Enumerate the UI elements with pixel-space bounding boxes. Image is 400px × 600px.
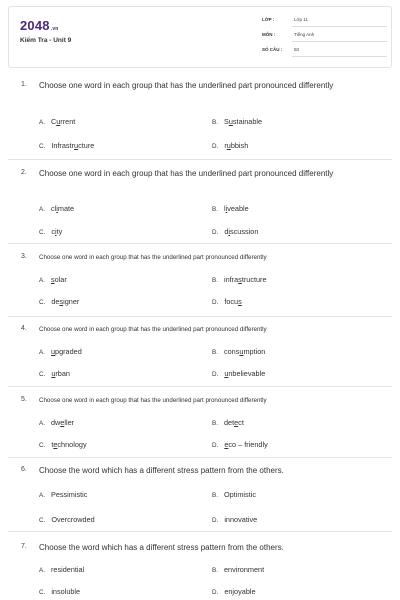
- option-text: environment: [223, 565, 265, 574]
- option-underlined-part: i: [56, 204, 58, 213]
- option-letter: A.: [39, 492, 45, 499]
- option-text-rest: mate: [57, 204, 75, 213]
- option-letter: B.: [212, 119, 218, 126]
- answer-option[interactable]: [212, 275, 267, 284]
- answer-option[interactable]: [212, 440, 268, 449]
- option-text-rest: chnology: [57, 440, 87, 449]
- option-letter: B.: [212, 492, 218, 499]
- answer-option[interactable]: [212, 204, 249, 213]
- option-text: focu: [224, 297, 239, 306]
- option-letter: B.: [212, 349, 218, 356]
- option-text-rest: bbish: [230, 141, 249, 150]
- logo-suffix-text: .vn: [50, 26, 59, 32]
- meta-count-underline: [292, 56, 387, 57]
- question-divider: [8, 243, 392, 244]
- option-underlined-part: u: [74, 141, 79, 150]
- answer-option[interactable]: [212, 297, 242, 306]
- option-letter: B.: [212, 277, 218, 284]
- question-text: Choose one word in each group that has the underlined part pronounced differently: [39, 254, 267, 261]
- option-underlined-part: u: [51, 369, 56, 378]
- answer-option[interactable]: [39, 587, 80, 596]
- option-text-rest: nbelievable: [228, 369, 266, 378]
- option-text: infra: [223, 275, 239, 284]
- option-text: r: [224, 141, 227, 150]
- option-text: de: [51, 297, 60, 306]
- option-text-rest: scussion: [230, 227, 259, 236]
- answer-option[interactable]: [212, 117, 262, 126]
- option-underlined-part: s: [238, 275, 242, 284]
- option-letter: C.: [39, 589, 46, 596]
- option-text: cons: [223, 347, 240, 356]
- option-underlined-part: u: [228, 117, 233, 126]
- option-letter: C.: [39, 442, 46, 449]
- option-text: Pessimistic: [50, 490, 88, 499]
- option-letter: C.: [39, 371, 46, 378]
- exam-header: [8, 6, 392, 68]
- option-underlined-part: u: [224, 369, 229, 378]
- question-number: 2.: [21, 169, 27, 176]
- answer-option[interactable]: [212, 418, 244, 427]
- option-letter: A.: [39, 277, 45, 284]
- option-text-rest: rban: [55, 369, 70, 378]
- question-number: 7.: [21, 543, 27, 550]
- option-text-rest: veable: [227, 204, 249, 213]
- option-underlined-part: s: [59, 297, 64, 306]
- meta-class: [262, 17, 387, 27]
- answer-option[interactable]: [39, 275, 67, 284]
- option-text-rest: mption: [243, 347, 266, 356]
- meta-subject-value: Tiếng Anh: [294, 32, 315, 37]
- answer-option[interactable]: [39, 418, 74, 427]
- option-underlined-part: e: [234, 418, 239, 427]
- option-letter: C.: [39, 299, 46, 306]
- meta-count-label: SỐ CÂU :: [262, 47, 283, 52]
- answer-option[interactable]: [39, 117, 75, 126]
- answer-option[interactable]: [39, 227, 62, 236]
- question-divider: [8, 159, 392, 160]
- question-divider: [8, 531, 392, 532]
- answer-option[interactable]: [212, 227, 258, 236]
- meta-subject-underline: [292, 41, 387, 42]
- meta-subject: [262, 32, 387, 42]
- question-text: Choose the word which has a different stress pattern from the others.: [39, 543, 284, 552]
- option-letter: D.: [212, 229, 219, 236]
- option-text-rest: ct: [238, 418, 244, 427]
- meta-subject-label: MÔN :: [262, 32, 276, 37]
- option-text: cl: [50, 204, 57, 213]
- option-text: t: [51, 440, 54, 449]
- question-number: 5.: [21, 396, 27, 403]
- option-letter: D.: [212, 371, 219, 378]
- option-text-rest: ty: [56, 227, 63, 236]
- option-underlined-part: u: [239, 347, 244, 356]
- option-text: l: [223, 204, 226, 213]
- question-divider: [8, 386, 392, 387]
- option-underlined-part: u: [226, 141, 231, 150]
- option-underlined-part: e: [60, 418, 65, 427]
- answer-option[interactable]: [39, 141, 94, 150]
- answer-option[interactable]: [39, 440, 87, 449]
- option-text-rest: olar: [54, 275, 67, 284]
- answer-option[interactable]: [212, 141, 248, 150]
- option-text: innovative: [224, 515, 258, 524]
- option-text-rest: igner: [63, 297, 80, 306]
- option-letter: C.: [39, 143, 46, 150]
- answer-option[interactable]: [212, 587, 256, 596]
- option-text: enjoyable: [224, 587, 256, 596]
- question-text: Choose one word in each group that has the underlined part pronounced differently: [39, 169, 334, 178]
- question-text: Choose the word which has a different stress pattern from the others.: [39, 466, 284, 475]
- question-number: 4.: [21, 325, 27, 332]
- option-text: det: [223, 418, 235, 427]
- option-text: residential: [50, 565, 85, 574]
- option-letter: C.: [39, 229, 46, 236]
- option-text-rest: ller: [64, 418, 75, 427]
- logo-main-text: 2048: [20, 18, 50, 33]
- option-text-rest: rrent: [60, 117, 76, 126]
- option-text-rest: cture: [78, 141, 95, 150]
- option-text: Optimistic: [223, 490, 256, 499]
- option-letter: B.: [212, 567, 218, 574]
- answer-option[interactable]: [39, 565, 84, 574]
- option-underlined-part: e: [224, 440, 229, 449]
- option-letter: D.: [212, 143, 219, 150]
- option-letter: A.: [39, 119, 45, 126]
- option-text: d: [224, 227, 229, 236]
- question-number: 1.: [21, 81, 27, 88]
- question-text: Choose one word in each group that has the underlined part pronounced differently: [39, 326, 267, 333]
- answer-option[interactable]: [212, 347, 265, 356]
- option-letter: B.: [212, 420, 218, 427]
- answer-option[interactable]: [39, 347, 82, 356]
- option-text-rest: stainable: [232, 117, 263, 126]
- option-underlined-part: u: [50, 347, 56, 356]
- option-letter: A.: [39, 349, 45, 356]
- option-letter: D.: [212, 299, 219, 306]
- option-letter: D.: [212, 589, 219, 596]
- option-underlined-part: e: [53, 440, 58, 449]
- meta-count: [262, 47, 387, 57]
- answer-option[interactable]: [212, 369, 265, 378]
- option-text: S: [223, 117, 229, 126]
- option-underlined-part: i: [54, 227, 57, 236]
- answer-option[interactable]: [39, 515, 95, 524]
- option-underlined-part: u: [56, 117, 61, 126]
- meta-class-value: Lớp 11: [294, 17, 308, 22]
- option-text-rest: pgraded: [55, 347, 82, 356]
- answer-option[interactable]: [39, 297, 79, 306]
- site-logo[interactable]: [20, 18, 59, 33]
- question-text: Choose one word in each group that has the underlined part pronounced differently: [39, 397, 267, 404]
- answer-option[interactable]: [212, 490, 256, 499]
- option-letter: D.: [212, 517, 219, 524]
- question-text: Choose one word in each group that has the underlined part pronounced differently: [39, 81, 334, 90]
- meta-count-value: 50: [294, 47, 300, 52]
- option-text-rest: tructure: [241, 275, 267, 284]
- option-text: Infrastr: [51, 141, 75, 150]
- option-text: C: [50, 117, 57, 126]
- option-letter: A.: [39, 420, 45, 427]
- option-letter: A.: [39, 567, 45, 574]
- option-underlined-part: i: [225, 204, 228, 213]
- option-letter: D.: [212, 442, 219, 449]
- option-underlined-part: s: [50, 275, 55, 284]
- question-divider: [8, 457, 392, 458]
- option-text: insoluble: [51, 587, 81, 596]
- option-letter: A.: [39, 206, 45, 213]
- option-underlined-part: i: [228, 227, 230, 236]
- answer-option[interactable]: [39, 490, 87, 499]
- option-underlined-part: s: [238, 297, 242, 306]
- question-number: 6.: [21, 466, 27, 473]
- option-text-rest: co – friendly: [228, 440, 268, 449]
- answer-option[interactable]: [212, 565, 264, 574]
- exam-title: Kiểm Tra - Unit 9: [20, 37, 72, 44]
- question-number: 3.: [21, 253, 27, 260]
- answer-option[interactable]: [39, 204, 74, 213]
- question-divider: [8, 316, 392, 317]
- answer-option[interactable]: [212, 515, 257, 524]
- option-letter: B.: [212, 206, 218, 213]
- option-text: dw: [50, 418, 61, 427]
- meta-class-label: LỚP :: [262, 17, 275, 22]
- option-letter: C.: [39, 517, 46, 524]
- option-text: Overcrowded: [51, 515, 95, 524]
- meta-class-underline: [292, 26, 387, 27]
- option-text: c: [51, 227, 55, 236]
- answer-option[interactable]: [39, 369, 70, 378]
